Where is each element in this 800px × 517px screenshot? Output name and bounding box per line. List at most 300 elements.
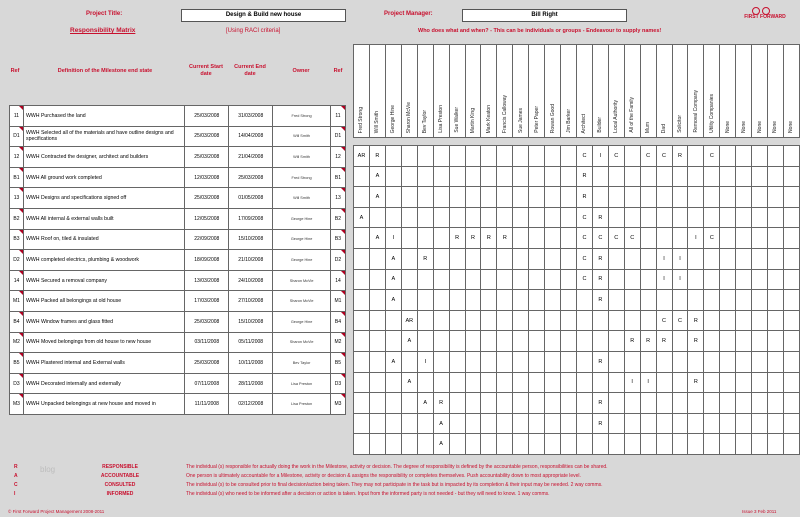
raci-cell[interactable] <box>545 310 561 331</box>
raci-cell[interactable] <box>783 351 799 372</box>
milestone-definition[interactable]: WWH Packed all belongings at old house <box>23 291 184 312</box>
raci-cell[interactable]: A <box>417 393 433 414</box>
start-date[interactable]: 11/11/2008 <box>185 394 229 415</box>
raci-cell[interactable] <box>481 187 497 208</box>
raci-cell[interactable] <box>417 372 433 393</box>
raci-cell[interactable] <box>417 331 433 352</box>
owner-name[interactable]: Will Smith <box>273 188 331 209</box>
raci-cell[interactable] <box>640 413 656 434</box>
raci-cell[interactable] <box>561 413 577 434</box>
raci-cell[interactable] <box>576 351 592 372</box>
raci-cell[interactable] <box>592 187 608 208</box>
row-ref[interactable]: M1 <box>10 291 24 312</box>
raci-cell[interactable]: I <box>672 248 688 269</box>
raci-cell[interactable] <box>752 248 768 269</box>
start-date[interactable]: 17/03/2008 <box>185 291 229 312</box>
raci-cell[interactable]: R <box>688 372 704 393</box>
raci-cell[interactable]: R <box>497 228 513 249</box>
raci-cell[interactable] <box>481 434 497 455</box>
raci-cell[interactable]: C <box>704 146 720 167</box>
raci-cell[interactable] <box>401 351 417 372</box>
end-date[interactable]: 02/12/2008 <box>229 394 273 415</box>
row-ref2[interactable]: 14 <box>330 270 345 291</box>
raci-cell[interactable] <box>752 207 768 228</box>
raci-cell[interactable] <box>513 434 529 455</box>
raci-cell[interactable] <box>768 310 784 331</box>
raci-cell[interactable] <box>624 290 640 311</box>
raci-cell[interactable] <box>592 434 608 455</box>
raci-cell[interactable] <box>369 351 385 372</box>
raci-cell[interactable] <box>704 166 720 187</box>
raci-cell[interactable] <box>449 269 465 290</box>
raci-cell[interactable] <box>481 146 497 167</box>
raci-cell[interactable] <box>513 413 529 434</box>
raci-cell[interactable] <box>640 207 656 228</box>
raci-cell[interactable] <box>768 434 784 455</box>
raci-cell[interactable] <box>465 187 481 208</box>
raci-cell[interactable] <box>783 146 799 167</box>
raci-cell[interactable] <box>592 166 608 187</box>
milestone-definition[interactable]: WWH Roof on, tiled & insulated <box>23 229 184 250</box>
raci-cell[interactable] <box>656 393 672 414</box>
raci-cell[interactable]: I <box>417 351 433 372</box>
milestone-definition[interactable]: WWH Contracted the designer, architect and builders <box>23 147 184 168</box>
raci-cell[interactable] <box>497 187 513 208</box>
raci-cell[interactable] <box>783 290 799 311</box>
raci-cell[interactable] <box>720 207 736 228</box>
raci-cell[interactable] <box>433 228 449 249</box>
raci-cell[interactable]: A <box>369 166 385 187</box>
row-ref2[interactable]: D2 <box>330 250 345 271</box>
raci-cell[interactable] <box>481 248 497 269</box>
raci-cell[interactable] <box>736 372 752 393</box>
raci-cell[interactable] <box>624 146 640 167</box>
raci-cell[interactable]: C <box>624 228 640 249</box>
raci-cell[interactable] <box>497 331 513 352</box>
raci-cell[interactable] <box>752 269 768 290</box>
raci-cell[interactable] <box>656 207 672 228</box>
start-date[interactable]: 03/11/2008 <box>185 332 229 353</box>
raci-cell[interactable] <box>704 351 720 372</box>
raci-cell[interactable] <box>624 351 640 372</box>
raci-cell[interactable] <box>592 372 608 393</box>
raci-cell[interactable] <box>545 248 561 269</box>
raci-cell[interactable] <box>369 413 385 434</box>
raci-cell[interactable]: I <box>672 269 688 290</box>
raci-cell[interactable] <box>608 290 624 311</box>
milestone-definition[interactable]: WWH Designs and specifications signed off <box>23 188 184 209</box>
milestone-definition[interactable]: WWH Decorated internally and externally <box>23 373 184 394</box>
raci-cell[interactable] <box>449 434 465 455</box>
owner-name[interactable]: Bev Taylor <box>273 353 331 374</box>
raci-cell[interactable] <box>704 393 720 414</box>
raci-cell[interactable] <box>720 351 736 372</box>
raci-cell[interactable] <box>752 310 768 331</box>
raci-cell[interactable]: C <box>672 310 688 331</box>
row-ref2[interactable]: B1 <box>330 167 345 188</box>
raci-cell[interactable] <box>401 187 417 208</box>
raci-cell[interactable] <box>417 310 433 331</box>
raci-cell[interactable] <box>449 372 465 393</box>
raci-cell[interactable] <box>401 228 417 249</box>
raci-cell[interactable] <box>768 187 784 208</box>
raci-cell[interactable] <box>433 269 449 290</box>
row-ref[interactable]: 12 <box>10 147 24 168</box>
raci-cell[interactable]: C <box>576 269 592 290</box>
project-manager-field[interactable]: Bill Right <box>462 9 627 22</box>
milestone-definition[interactable]: WWH Secured a removal company <box>23 270 184 291</box>
row-ref2[interactable]: 13 <box>330 188 345 209</box>
raci-cell[interactable] <box>768 393 784 414</box>
raci-cell[interactable] <box>752 351 768 372</box>
raci-cell[interactable] <box>656 166 672 187</box>
end-date[interactable]: 10/11/2008 <box>229 353 273 374</box>
raci-cell[interactable] <box>720 413 736 434</box>
raci-cell[interactable]: R <box>481 228 497 249</box>
raci-cell[interactable] <box>736 290 752 311</box>
row-ref2[interactable]: M3 <box>330 394 345 415</box>
raci-cell[interactable] <box>783 393 799 414</box>
raci-cell[interactable] <box>688 269 704 290</box>
raci-cell[interactable] <box>513 248 529 269</box>
row-ref[interactable]: D1 <box>10 126 24 147</box>
raci-cell[interactable] <box>752 187 768 208</box>
row-ref2[interactable]: M2 <box>330 332 345 353</box>
raci-cell[interactable] <box>656 290 672 311</box>
raci-cell[interactable] <box>656 372 672 393</box>
raci-cell[interactable] <box>497 248 513 269</box>
owner-name[interactable]: George Hine <box>273 229 331 250</box>
raci-cell[interactable] <box>529 228 545 249</box>
raci-cell[interactable] <box>449 187 465 208</box>
raci-cell[interactable] <box>783 228 799 249</box>
raci-cell[interactable] <box>497 269 513 290</box>
raci-cell[interactable] <box>720 146 736 167</box>
raci-cell[interactable] <box>513 393 529 414</box>
raci-cell[interactable] <box>433 146 449 167</box>
raci-cell[interactable] <box>433 290 449 311</box>
raci-cell[interactable] <box>513 187 529 208</box>
raci-cell[interactable] <box>752 166 768 187</box>
raci-cell[interactable] <box>481 166 497 187</box>
raci-cell[interactable]: A <box>401 372 417 393</box>
raci-cell[interactable] <box>768 228 784 249</box>
raci-cell[interactable] <box>608 187 624 208</box>
raci-cell[interactable] <box>561 434 577 455</box>
raci-cell[interactable] <box>465 146 481 167</box>
raci-cell[interactable]: R <box>640 331 656 352</box>
milestone-definition[interactable]: WWH All internal & external walls built <box>23 208 184 229</box>
raci-cell[interactable]: A <box>385 290 401 311</box>
raci-cell[interactable] <box>576 331 592 352</box>
raci-cell[interactable] <box>529 187 545 208</box>
row-ref2[interactable]: B4 <box>330 311 345 332</box>
raci-cell[interactable] <box>783 187 799 208</box>
raci-cell[interactable] <box>736 248 752 269</box>
raci-cell[interactable] <box>545 207 561 228</box>
milestone-definition[interactable]: WWH Moved belongings from old house to new house <box>23 332 184 353</box>
raci-cell[interactable] <box>385 310 401 331</box>
raci-cell[interactable]: R <box>592 207 608 228</box>
raci-cell[interactable] <box>354 413 370 434</box>
owner-name[interactable]: Lisa Preston <box>273 394 331 415</box>
raci-cell[interactable] <box>640 351 656 372</box>
raci-cell[interactable] <box>752 413 768 434</box>
raci-cell[interactable] <box>640 228 656 249</box>
raci-cell[interactable]: C <box>640 146 656 167</box>
raci-cell[interactable] <box>545 269 561 290</box>
raci-cell[interactable] <box>704 331 720 352</box>
raci-cell[interactable] <box>401 207 417 228</box>
raci-cell[interactable]: C <box>656 310 672 331</box>
row-ref2[interactable]: B5 <box>330 353 345 374</box>
raci-cell[interactable] <box>704 207 720 228</box>
raci-cell[interactable] <box>688 290 704 311</box>
raci-cell[interactable] <box>481 393 497 414</box>
row-ref[interactable]: D2 <box>10 250 24 271</box>
raci-cell[interactable] <box>624 310 640 331</box>
raci-cell[interactable]: C <box>656 146 672 167</box>
raci-cell[interactable] <box>752 290 768 311</box>
raci-cell[interactable] <box>433 331 449 352</box>
raci-cell[interactable] <box>354 248 370 269</box>
raci-cell[interactable] <box>704 434 720 455</box>
raci-cell[interactable] <box>783 413 799 434</box>
raci-cell[interactable] <box>401 413 417 434</box>
raci-cell[interactable]: R <box>433 393 449 414</box>
raci-cell[interactable] <box>354 393 370 414</box>
raci-cell[interactable] <box>688 187 704 208</box>
raci-cell[interactable] <box>640 290 656 311</box>
raci-cell[interactable] <box>401 269 417 290</box>
milestone-definition[interactable]: WWH Purchased the land <box>23 106 184 127</box>
raci-cell[interactable] <box>768 207 784 228</box>
raci-cell[interactable] <box>449 166 465 187</box>
raci-cell[interactable] <box>354 228 370 249</box>
row-ref[interactable]: B2 <box>10 208 24 229</box>
raci-cell[interactable] <box>608 393 624 414</box>
owner-name[interactable]: Sharon McVie <box>273 291 331 312</box>
raci-cell[interactable]: A <box>433 434 449 455</box>
raci-cell[interactable] <box>656 187 672 208</box>
raci-cell[interactable] <box>592 310 608 331</box>
start-date[interactable]: 07/11/2008 <box>185 373 229 394</box>
raci-cell[interactable] <box>449 351 465 372</box>
raci-cell[interactable] <box>497 351 513 372</box>
raci-cell[interactable] <box>704 269 720 290</box>
start-date[interactable]: 12/05/2008 <box>185 208 229 229</box>
raci-cell[interactable] <box>529 166 545 187</box>
raci-cell[interactable]: I <box>688 228 704 249</box>
row-ref2[interactable]: B3 <box>330 229 345 250</box>
raci-cell[interactable]: I <box>385 228 401 249</box>
raci-cell[interactable] <box>736 331 752 352</box>
raci-cell[interactable] <box>768 331 784 352</box>
raci-cell[interactable] <box>576 393 592 414</box>
raci-cell[interactable] <box>720 393 736 414</box>
raci-cell[interactable] <box>513 372 529 393</box>
raci-cell[interactable] <box>656 434 672 455</box>
raci-cell[interactable] <box>449 310 465 331</box>
raci-cell[interactable] <box>688 434 704 455</box>
raci-cell[interactable] <box>720 434 736 455</box>
raci-cell[interactable]: R <box>576 187 592 208</box>
raci-cell[interactable]: I <box>624 372 640 393</box>
owner-name[interactable]: Sharon McVie <box>273 332 331 353</box>
raci-cell[interactable] <box>385 372 401 393</box>
end-date[interactable]: 15/10/2008 <box>229 311 273 332</box>
raci-cell[interactable] <box>354 187 370 208</box>
raci-cell[interactable] <box>608 434 624 455</box>
raci-cell[interactable] <box>545 351 561 372</box>
raci-cell[interactable] <box>369 269 385 290</box>
raci-cell[interactable] <box>561 228 577 249</box>
raci-cell[interactable] <box>736 187 752 208</box>
raci-cell[interactable] <box>561 187 577 208</box>
raci-cell[interactable] <box>465 207 481 228</box>
raci-cell[interactable]: A <box>354 207 370 228</box>
raci-cell[interactable]: C <box>576 146 592 167</box>
raci-cell[interactable]: C <box>704 228 720 249</box>
raci-cell[interactable] <box>640 434 656 455</box>
raci-cell[interactable] <box>529 290 545 311</box>
raci-cell[interactable] <box>529 372 545 393</box>
raci-cell[interactable] <box>481 351 497 372</box>
raci-cell[interactable] <box>545 146 561 167</box>
raci-cell[interactable] <box>529 146 545 167</box>
raci-cell[interactable] <box>433 166 449 187</box>
raci-cell[interactable] <box>417 228 433 249</box>
raci-cell[interactable] <box>401 248 417 269</box>
raci-cell[interactable] <box>354 269 370 290</box>
start-date[interactable]: 25/03/2008 <box>185 106 229 127</box>
raci-cell[interactable] <box>417 290 433 311</box>
raci-cell[interactable] <box>369 207 385 228</box>
raci-cell[interactable] <box>545 228 561 249</box>
raci-cell[interactable] <box>497 434 513 455</box>
raci-cell[interactable] <box>624 434 640 455</box>
owner-name[interactable]: George Hine <box>273 208 331 229</box>
raci-cell[interactable] <box>401 166 417 187</box>
start-date[interactable]: 22/09/2008 <box>185 229 229 250</box>
row-ref2[interactable]: 12 <box>330 147 345 168</box>
milestone-definition[interactable]: WWH All ground work completed <box>23 167 184 188</box>
raci-cell[interactable] <box>783 434 799 455</box>
raci-cell[interactable] <box>465 331 481 352</box>
raci-cell[interactable] <box>672 331 688 352</box>
raci-cell[interactable] <box>497 393 513 414</box>
raci-cell[interactable]: R <box>592 351 608 372</box>
raci-cell[interactable] <box>672 413 688 434</box>
raci-cell[interactable] <box>561 146 577 167</box>
raci-cell[interactable] <box>720 187 736 208</box>
raci-cell[interactable] <box>385 434 401 455</box>
raci-cell[interactable] <box>417 187 433 208</box>
raci-cell[interactable]: R <box>449 228 465 249</box>
raci-cell[interactable] <box>385 166 401 187</box>
raci-cell[interactable] <box>545 187 561 208</box>
raci-cell[interactable] <box>465 248 481 269</box>
raci-cell[interactable] <box>752 393 768 414</box>
raci-cell[interactable] <box>385 413 401 434</box>
raci-cell[interactable] <box>688 207 704 228</box>
row-ref[interactable]: 11 <box>10 106 24 127</box>
raci-cell[interactable] <box>656 413 672 434</box>
start-date[interactable]: 25/03/2008 <box>185 147 229 168</box>
raci-cell[interactable] <box>513 146 529 167</box>
raci-cell[interactable] <box>783 331 799 352</box>
raci-cell[interactable] <box>401 393 417 414</box>
raci-cell[interactable] <box>688 351 704 372</box>
raci-cell[interactable]: A <box>385 351 401 372</box>
raci-cell[interactable] <box>720 248 736 269</box>
raci-cell[interactable] <box>433 187 449 208</box>
raci-cell[interactable] <box>720 310 736 331</box>
raci-cell[interactable] <box>608 413 624 434</box>
raci-cell[interactable] <box>704 372 720 393</box>
raci-cell[interactable] <box>417 434 433 455</box>
raci-cell[interactable] <box>592 331 608 352</box>
end-date[interactable]: 31/03/2008 <box>229 106 273 127</box>
raci-cell[interactable] <box>688 248 704 269</box>
raci-cell[interactable] <box>672 434 688 455</box>
row-ref[interactable]: 13 <box>10 188 24 209</box>
raci-cell[interactable] <box>465 269 481 290</box>
raci-cell[interactable] <box>369 248 385 269</box>
raci-cell[interactable] <box>672 187 688 208</box>
raci-cell[interactable] <box>497 290 513 311</box>
raci-cell[interactable]: AR <box>401 310 417 331</box>
raci-cell[interactable] <box>561 166 577 187</box>
row-ref2[interactable]: 11 <box>330 106 345 127</box>
end-date[interactable]: 15/10/2008 <box>229 229 273 250</box>
owner-name[interactable]: Will Smith <box>273 147 331 168</box>
raci-cell[interactable] <box>449 248 465 269</box>
raci-cell[interactable] <box>672 393 688 414</box>
start-date[interactable]: 12/03/2008 <box>185 167 229 188</box>
raci-cell[interactable] <box>640 393 656 414</box>
raci-cell[interactable] <box>688 146 704 167</box>
raci-cell[interactable] <box>704 187 720 208</box>
raci-cell[interactable] <box>608 351 624 372</box>
raci-cell[interactable] <box>736 434 752 455</box>
raci-cell[interactable] <box>529 413 545 434</box>
end-date[interactable]: 14/04/2008 <box>229 126 273 147</box>
raci-cell[interactable] <box>561 207 577 228</box>
raci-cell[interactable] <box>736 393 752 414</box>
end-date[interactable]: 28/11/2008 <box>229 373 273 394</box>
raci-cell[interactable] <box>369 310 385 331</box>
raci-cell[interactable]: R <box>592 290 608 311</box>
raci-cell[interactable] <box>672 372 688 393</box>
raci-cell[interactable] <box>465 372 481 393</box>
raci-cell[interactable] <box>768 413 784 434</box>
end-date[interactable]: 17/09/2008 <box>229 208 273 229</box>
owner-name[interactable]: Will Smith <box>273 126 331 147</box>
raci-cell[interactable] <box>783 310 799 331</box>
raci-cell[interactable] <box>465 434 481 455</box>
raci-cell[interactable] <box>688 393 704 414</box>
raci-cell[interactable] <box>401 434 417 455</box>
raci-cell[interactable] <box>354 331 370 352</box>
raci-cell[interactable] <box>385 146 401 167</box>
raci-cell[interactable] <box>354 310 370 331</box>
raci-cell[interactable] <box>545 290 561 311</box>
row-ref[interactable]: M2 <box>10 332 24 353</box>
raci-cell[interactable] <box>768 351 784 372</box>
raci-cell[interactable]: I <box>656 248 672 269</box>
milestone-definition[interactable]: WWH Selected all of the materials and have outline designs and specifications <box>23 126 184 147</box>
